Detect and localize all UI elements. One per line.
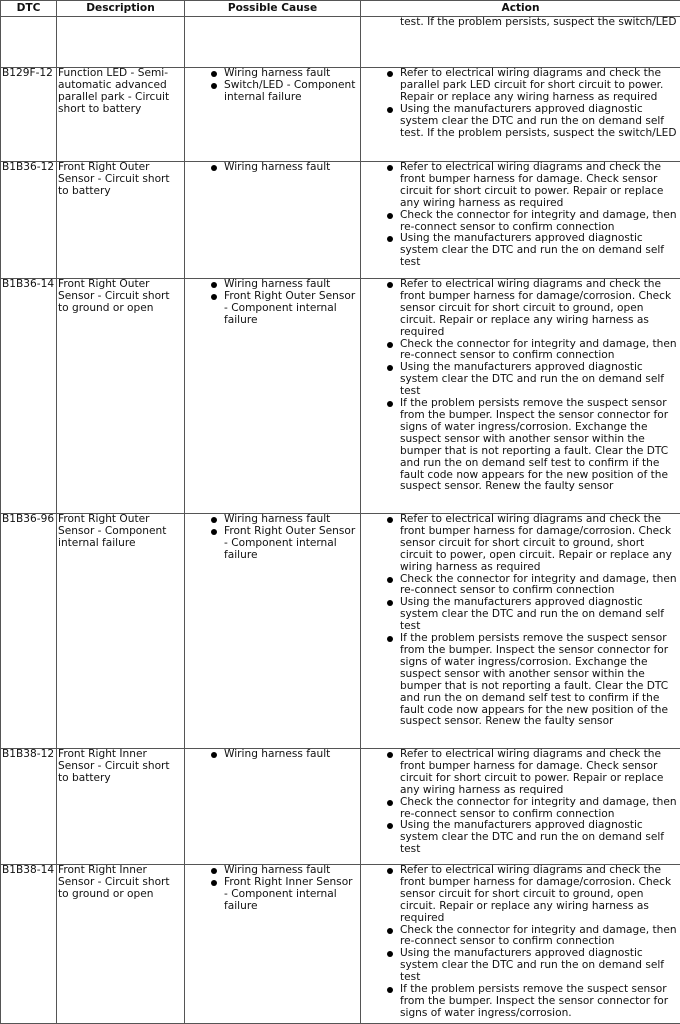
table-row [1,68,680,162]
description-cell [57,17,185,68]
action-cell [361,279,680,514]
dtc-cell [1,17,57,68]
cause-list [186,68,359,104]
action-list [362,749,679,856]
cause-item: Wiring harness fault [186,865,359,877]
action-cell [361,865,680,1024]
action-item: Check the connector for integrity and damage, then re-connect sensor to confirm connection [362,797,679,821]
action-item: Using the manufacturers approved diagnostic system clear the DTC and run the on demand self test [362,233,679,269]
dtc-code-cell: B1B38-14 [1,865,57,1024]
table-row [1,514,680,749]
action-cell [361,749,680,865]
description-cell: Front Right Inner Sensor - Circuit short to battery [57,749,185,865]
cause-cell [185,17,361,68]
action-list [362,279,679,493]
table-row [1,162,680,279]
cause-item: Wiring harness fault [186,749,359,761]
cause-item: Front Right Outer Sensor - Component internal failure [186,526,359,562]
action-item: Using the manufacturers approved diagnostic system clear the DTC and run the on demand self test [362,362,679,398]
action-list [362,514,679,728]
header-dtc: DTC [1,1,57,17]
action-item: If the problem persists remove the suspect sensor from the bumper. Inspect the sensor connector for signs of water ingress/corrosion. [362,984,679,1020]
action-item: If the problem persists remove the suspect sensor from the bumper. Inspect the sensor connector for signs of water ingress/corrosion. Exchange the suspect sensor with another sensor within the bumper that is not reporting a fault. Clear the DTC and run the on demand self test to confirm if the fault code now appears for the new position of the suspect sensor. Renew the faulty sensor [362,398,679,493]
action-continuation-text: test. If the problem persists, suspect the switch/LED [362,17,679,29]
table-row [1,749,680,865]
action-item: Using the manufacturers approved diagnostic system clear the DTC and run the on demand self test. If the problem persists, suspect the switch/LED [362,104,679,140]
cause-item: Front Right Outer Sensor - Component internal failure [186,291,359,327]
dtc-code-cell: B1B38-12 [1,749,57,865]
action-item: Using the manufacturers approved diagnostic system clear the DTC and run the on demand self test [362,948,679,984]
description-cell: Front Right Outer Sensor - Circuit short to ground or open [57,279,185,514]
description-cell: Function LED - Semi-automatic advanced parallel park - Circuit short to battery [57,68,185,162]
description-cell: Front Right Outer Sensor - Component internal failure [57,514,185,749]
table-row [1,279,680,514]
action-list [362,865,679,1020]
action-item: If the problem persists remove the suspect sensor from the bumper. Inspect the sensor connector for signs of water ingress/corrosion. Exchange the suspect sensor with another sensor within the bumper that is not reporting a fault. Clear the DTC and run the on demand self test to confirm if the fault code now appears for the new position of the suspect sensor. Renew the faulty sensor [362,633,679,728]
action-item: Refer to electrical wiring diagrams and check the parallel park LED circuit for short circuit to power. Repair or replace any wiring harness as required [362,68,679,104]
action-cell [361,162,680,279]
table-row [1,865,680,1024]
cause-cell [185,749,361,865]
dtc-code-cell: B129F-12 [1,68,57,162]
header-possible-cause: Possible Cause [185,1,361,17]
cause-list [186,279,359,327]
action-item: Check the connector for integrity and damage, then re-connect sensor to confirm connection [362,925,679,949]
cause-cell [185,68,361,162]
action-cell [361,68,680,162]
action-cell [361,514,680,749]
action-list [362,68,679,139]
action-item: Refer to electrical wiring diagrams and check the front bumper harness for damage. Check sensor circuit for short circuit to power. Repair or replace any wiring harness as required [362,749,679,797]
cause-item: Wiring harness fault [186,279,359,291]
action-item: Check the connector for integrity and damage, then re-connect sensor to confirm connection [362,210,679,234]
action-list [362,162,679,269]
action-item: Using the manufacturers approved diagnostic system clear the DTC and run the on demand self test [362,820,679,856]
description-cell: Front Right Inner Sensor - Circuit short to ground or open [57,865,185,1024]
action-item: Refer to electrical wiring diagrams and check the front bumper harness for damage. Check sensor circuit for short circuit to power. Repair or replace any wiring harness as required [362,162,679,210]
action-item: Check the connector for integrity and damage, then re-connect sensor to confirm connection [362,574,679,598]
header-action: Action [361,1,680,17]
cause-list [186,865,359,913]
action-item: Check the connector for integrity and damage, then re-connect sensor to confirm connection [362,339,679,363]
cause-list [186,514,359,562]
header-row [1,1,680,17]
description-cell: Front Right Outer Sensor - Circuit short to battery [57,162,185,279]
cause-item: Wiring harness fault [186,162,359,174]
continuation-row [1,17,680,68]
cause-list [186,162,359,174]
cause-list [186,749,359,761]
action-item: Using the manufacturers approved diagnostic system clear the DTC and run the on demand self test [362,597,679,633]
cause-item: Front Right Inner Sensor - Component internal failure [186,877,359,913]
dtc-code-cell: B1B36-12 [1,162,57,279]
cause-item: Wiring harness fault [186,68,359,80]
cause-cell [185,162,361,279]
cause-item: Switch/LED - Component internal failure [186,80,359,104]
action-item: Refer to electrical wiring diagrams and check the front bumper harness for damage/corrosion. Check sensor circuit for short circuit to ground, open circuit. Repair or replace any wiring harness as required [362,279,679,339]
cause-cell [185,279,361,514]
action-item: Refer to electrical wiring diagrams and check the front bumper harness for damage/corrosion. Check sensor circuit for short circuit to ground, open circuit. Repair or replace any wiring harness as required [362,865,679,925]
cause-cell [185,514,361,749]
dtc-code-cell: B1B36-14 [1,279,57,514]
cause-item: Wiring harness fault [186,514,359,526]
header-description: Description [57,1,185,17]
action-cell [361,17,680,68]
cause-cell [185,865,361,1024]
dtc-code-cell: B1B36-96 [1,514,57,749]
action-item: Refer to electrical wiring diagrams and check the front bumper harness for damage/corrosion. Check sensor circuit for short circuit to ground, short circuit to power, open circuit. Repair or replace any wiring harness as required [362,514,679,574]
